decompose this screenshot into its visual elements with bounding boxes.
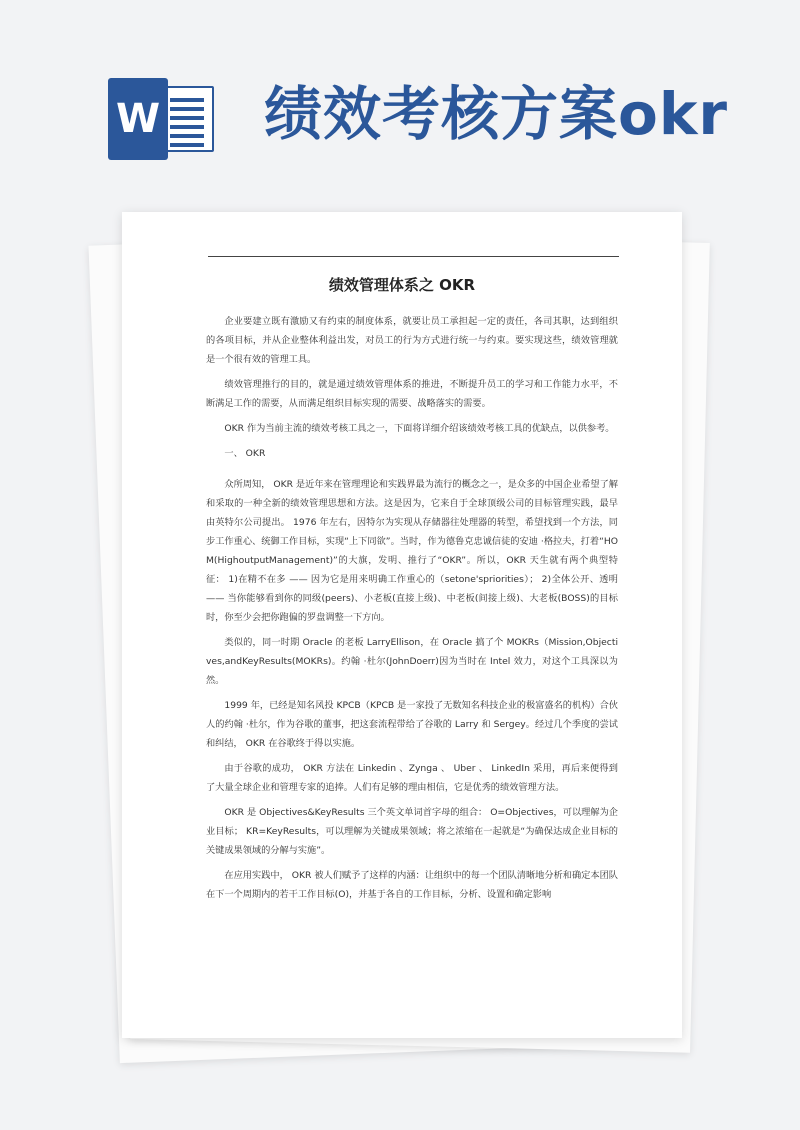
paragraph: 众所周知， OKR 是近年来在管理理论和实践界最为流行的概念之一，是众多的中国企业希望了解和采取的一种全新的绩效管理思想和方法。这是因为，它来自于全球顶级公司的目标管理实践，最早由英特尔公司提出。 1976 年左右，因特尔为实现从存储器往处理器的转型，希望找到一个方法，同步工作重心、统御工作目标，实现“上下同欲”。当时，作为德鲁克忠诚信徒的安迪 ·格拉夫，打着“HOM(HighoutputManagement)”的大旗，发明、推行了“OKR”。所以，OKR 天生就有两个典型特征： 1)在精不在多 —— 因为它是用来明确工作重心的（setone'spriorities）； 2)全体公开、透明 —— 当你能够看到你的同级(peers)、小老板(直接上级)、中老板(间接上级)、大老板(BOSS)的目标时，你至少会把你跑偏的罗盘调整一下方向。 — [206, 479, 618, 623]
document-page — [122, 212, 682, 1038]
document-heading: 绩效管理体系之 OKR — [328, 276, 476, 294]
paragraph: 在应用实践中， OKR 被人们赋予了这样的内涵：让组织中的每一个团队清晰地分析和确定本团队在下一个周期内的若干工作目标(O)，并基于各自的工作目标，分析、设置和确定影响 — [206, 870, 618, 900]
word-icon-letter: W — [108, 78, 168, 160]
section-heading: 一、 OKR — [224, 448, 266, 459]
paragraph: 类似的，同一时期 Oracle 的老板 LarryEllison，在 Oracle 搞了个 MOKRs（Mission,Objectives,andKeyResults(MOKRs)。约翰 ·杜尔(JohnDoerr)因为当时在 Intel 效力，对这个工具深以为然。 — [206, 637, 618, 686]
header-rule — [208, 256, 619, 257]
document-body — [206, 312, 618, 910]
paragraph: 绩效管理推行的目的，就是通过绩效管理体系的推进，不断提升员工的学习和工作能力水平，不断满足工作的需要，从而满足组织目标实现的需要、战略落实的需要。 — [206, 379, 618, 409]
banner — [0, 0, 800, 190]
page-title: 绩效考核方案okr — [264, 80, 729, 148]
paragraph: OKR 作为当前主流的绩效考核工具之一，下面将详细介绍该绩效考核工具的优缺点，以供参考。 — [224, 423, 615, 434]
paragraph: 企业要建立既有激励又有约束的制度体系，就要让员工承担起一定的责任，各司其职，达到组织的各项目标，并从企业整体利益出发，对员工的行为方式进行统一与约束。要实现这些，绩效管理就是一个很有效的管理工具。 — [206, 316, 618, 365]
word-document-icon — [108, 78, 216, 160]
paragraph: 1999 年，已经是知名风投 KPCB（KPCB 是一家投了无数知名科技企业的极富盛名的机构）合伙人的约翰 ·杜尔，作为谷歌的董事，把这套流程带给了谷歌的 Larry 和 Sergey。经过几个季度的尝试和纠结， OKR 在谷歌终于得以实施。 — [206, 700, 618, 749]
paragraph: OKR 是 Objectives&KeyResults 三个英文单词首字母的组合： O=Objectives，可以理解为企业目标； KR=KeyResults，可以理解为关键成果领域；将之浓缩在一起就是“为确保达成企业目标的关键成果领域的分解与实施”。 — [206, 807, 618, 856]
paragraph: 由于谷歌的成功， OKR 方法在 Linkedin 、Zynga 、 Uber 、 LinkedIn 采用，再后来便得到了大量全球企业和管理专家的追捧。人们有足够的理由相信，它是优秀的绩效管理方法。 — [206, 763, 618, 793]
